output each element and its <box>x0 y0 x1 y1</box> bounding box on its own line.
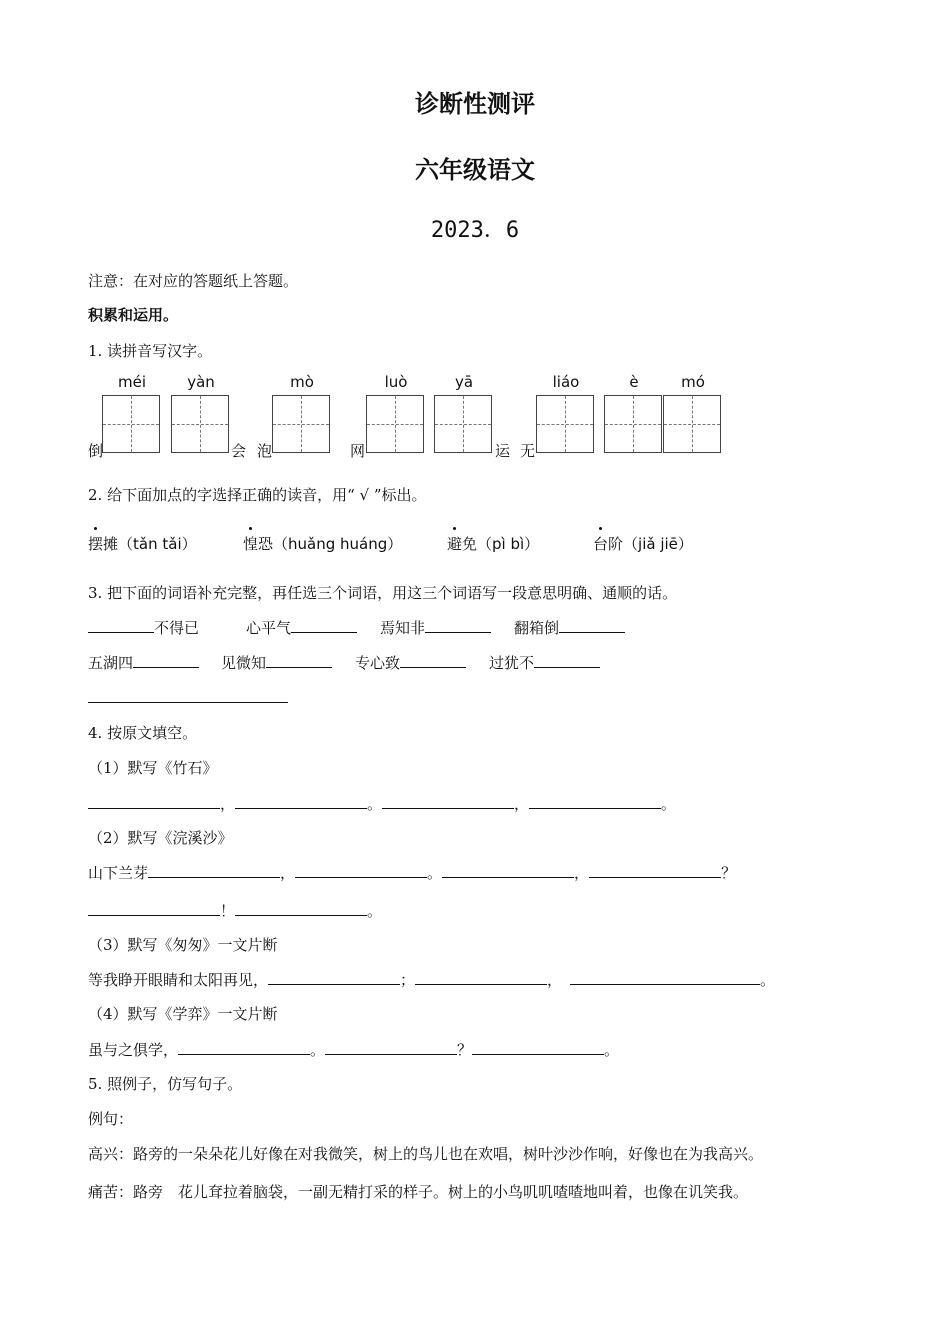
q1-char: 泡 <box>257 442 273 460</box>
q1-char: 无 <box>520 442 536 460</box>
idiom-item: 翻箱倒 <box>514 617 625 638</box>
q2-item: 台阶（jiǎ jiē） <box>593 535 693 553</box>
writing-grid-box[interactable] <box>663 395 721 453</box>
dotted-char: 台 <box>593 535 609 553</box>
pinyin-label: mò <box>290 373 314 391</box>
writing-grid-box[interactable] <box>102 395 160 453</box>
idiom-item: 见微知 <box>221 652 332 673</box>
pinyin-label: yàn <box>187 373 215 391</box>
pinyin-label: luò <box>384 373 408 391</box>
q4-part3-label: （3）默写《匆匆》一文片断 <box>88 936 278 954</box>
dotted-char: 摆 <box>88 535 104 553</box>
pinyin-label: liáo <box>552 373 580 391</box>
pinyin-label: méi <box>117 373 146 391</box>
q3-prompt: 3. 把下面的词语补充完整，再任选三个词语，用这三个词语写一段意思明确、通顺的话。 <box>88 584 678 602</box>
answer-blank[interactable] <box>178 1040 310 1055</box>
date: 2023．6 <box>430 218 520 243</box>
idiom-item: 专心致 <box>355 652 466 673</box>
q4-part1-label: （1）默写《竹石》 <box>88 759 218 777</box>
writing-grid-box[interactable] <box>434 395 492 453</box>
writing-line[interactable] <box>88 688 288 707</box>
answer-blank[interactable] <box>570 970 760 985</box>
idiom-item: 五湖四 <box>88 652 199 673</box>
answer-blank[interactable] <box>382 794 514 809</box>
q5-example-label: 例句： <box>88 1110 134 1128</box>
q1-prompt: 1. 读拼音写汉字。 <box>88 342 213 360</box>
idiom-item: 心平气 <box>246 617 357 638</box>
answer-blank[interactable] <box>425 618 491 633</box>
q2-prompt: 2. 给下面加点的字选择正确的读音，用“ √ ”标出。 <box>88 486 427 504</box>
q2-item: 摆摊（tǎn tǎi） <box>88 535 197 553</box>
q5-prompt: 5. 照例子，仿写句子。 <box>88 1075 243 1093</box>
section-heading: 积累和运用。 <box>88 306 179 324</box>
answer-blank[interactable] <box>148 863 280 878</box>
answer-blank[interactable] <box>442 863 574 878</box>
answer-blank[interactable] <box>400 653 466 668</box>
pinyin-label: è <box>629 373 639 391</box>
writing-grid-box[interactable] <box>536 395 594 453</box>
answer-blank[interactable] <box>88 794 220 809</box>
idiom-item: 过犹不 <box>489 652 600 673</box>
answer-blank[interactable] <box>534 653 600 668</box>
answer-blank[interactable] <box>266 653 332 668</box>
answer-blank[interactable] <box>235 901 367 916</box>
q4-part3-line: 等我睁开眼睛和太阳再见， ； ， 。 <box>88 971 776 989</box>
answer-blank[interactable] <box>295 863 427 878</box>
answer-blank[interactable] <box>559 618 625 633</box>
q2-item: 惶恐（huǎng huáng） <box>243 535 403 553</box>
answer-blank[interactable] <box>472 1040 604 1055</box>
q4-part1-lines: ， 。 ， 。 <box>88 793 676 814</box>
dotted-char: 避 <box>447 535 463 553</box>
answer-blank[interactable] <box>291 618 357 633</box>
q4-part2-line1: 山下兰芽 ， 。 ， ？ <box>88 864 737 882</box>
pinyin-label: mó <box>681 373 705 391</box>
q1-char: 网 <box>350 442 366 460</box>
answer-blank[interactable] <box>415 970 547 985</box>
q4-part4-label: （4）默写《学弈》一文片断 <box>88 1005 278 1023</box>
q1-char: 会 <box>231 442 247 460</box>
answer-blank[interactable] <box>88 901 220 916</box>
q1-char: 运 <box>495 442 511 460</box>
q5-example-line2: 痛苦：路旁 花儿耷拉着脑袋，一副无精打采的样子。树上的小鸟叽叽喳喳地叫着，也像在讥笑我。 <box>88 1183 749 1201</box>
writing-grid-box[interactable] <box>171 395 229 453</box>
q4-part2-line2: ！ 。 <box>88 900 382 921</box>
q4-prompt: 4. 按原文填空。 <box>88 724 198 742</box>
note: 注意：在对应的答题纸上答题。 <box>88 272 299 290</box>
answer-blank[interactable] <box>268 970 400 985</box>
writing-grid-box[interactable] <box>366 395 424 453</box>
title-line2: 六年级语文 <box>415 156 535 184</box>
writing-grid-box[interactable] <box>604 395 662 453</box>
dotted-char: 惶 <box>243 535 259 553</box>
pinyin-label: yā <box>454 373 474 391</box>
q2-item: 避免（pì bì） <box>447 535 540 553</box>
q4-part4-line: 虽与之俱学， 。 ？ 。 <box>88 1041 620 1059</box>
title-line1: 诊断性测评 <box>415 90 535 118</box>
answer-blank[interactable] <box>529 794 661 809</box>
idiom-item: 不得已 <box>88 617 199 638</box>
writing-grid-box[interactable] <box>272 395 330 453</box>
q4-part2-label: （2）默写《浣溪沙》 <box>88 829 233 847</box>
answer-blank[interactable] <box>325 1040 457 1055</box>
answer-blank[interactable] <box>88 618 154 633</box>
idiom-item: 焉知非 <box>380 617 491 638</box>
answer-blank[interactable] <box>589 863 721 878</box>
answer-blank[interactable] <box>133 653 199 668</box>
q5-example-line1: 高兴：路旁的一朵朵花儿好像在对我微笑，树上的鸟儿也在欢唱，树叶沙沙作响，好像也在为我高兴。 <box>88 1145 764 1163</box>
answer-blank[interactable] <box>235 794 367 809</box>
q1-char: 倒 <box>88 442 104 460</box>
